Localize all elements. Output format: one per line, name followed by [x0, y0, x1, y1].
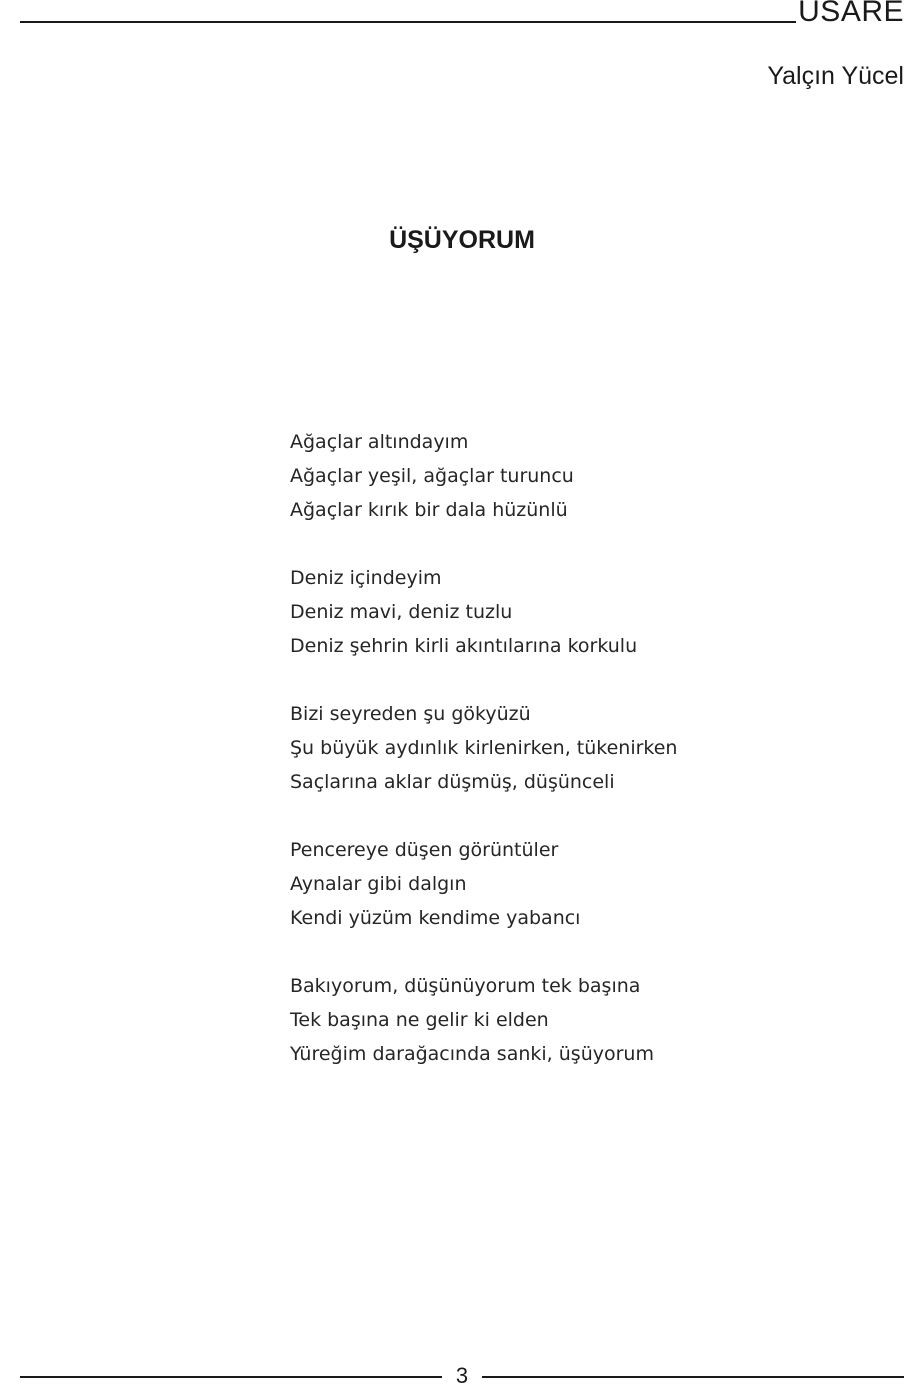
footer-rule-left [20, 1376, 442, 1378]
author-name: Yalçın Yücel [767, 62, 904, 90]
poem-line: Tek başına ne gelir ki elden [290, 1009, 549, 1031]
footer-rule-right [482, 1376, 904, 1378]
poem-line: Saçlarına aklar düşmüş, düşünceli [290, 771, 615, 793]
poem-line: Yüreğim darağacında sanki, üşüyorum [290, 1043, 654, 1065]
poem-line: Ağaçlar yeşil, ağaçlar turuncu [290, 465, 574, 487]
stanza-5 [290, 971, 890, 1073]
stanza-3 [290, 699, 890, 801]
poem-line: Deniz şehrin kirli akıntılarına korkulu [290, 635, 638, 657]
poem-line: Bakıyorum, düşünüyorum tek başına [290, 975, 641, 997]
stanza-4 [290, 835, 890, 937]
magazine-name: USARE [798, 0, 904, 28]
poem-title: ÜŞÜYORUM [389, 226, 535, 254]
poem-line: Ağaçlar kırık bir dala hüzünlü [290, 499, 568, 521]
header-rule [20, 21, 796, 23]
poem-body [290, 427, 890, 1107]
stanza-2 [290, 563, 890, 665]
poem-line: Deniz içindeyim [290, 567, 442, 589]
poem-line: Bizi seyreden şu gökyüzü [290, 703, 531, 725]
poem-line: Şu büyük aydınlık kirlenirken, tükenirken [290, 737, 678, 759]
poem-line: Pencereye düşen görüntüler [290, 839, 559, 861]
stanza-1 [290, 427, 890, 529]
page-number: 3 [455, 1363, 469, 1388]
poem-line: Kendi yüzüm kendime yabancı [290, 907, 581, 929]
poem-line: Ağaçlar altındayım [290, 431, 469, 453]
poem-line: Deniz mavi, deniz tuzlu [290, 601, 513, 623]
poem-line: Aynalar gibi dalgın [290, 873, 467, 895]
